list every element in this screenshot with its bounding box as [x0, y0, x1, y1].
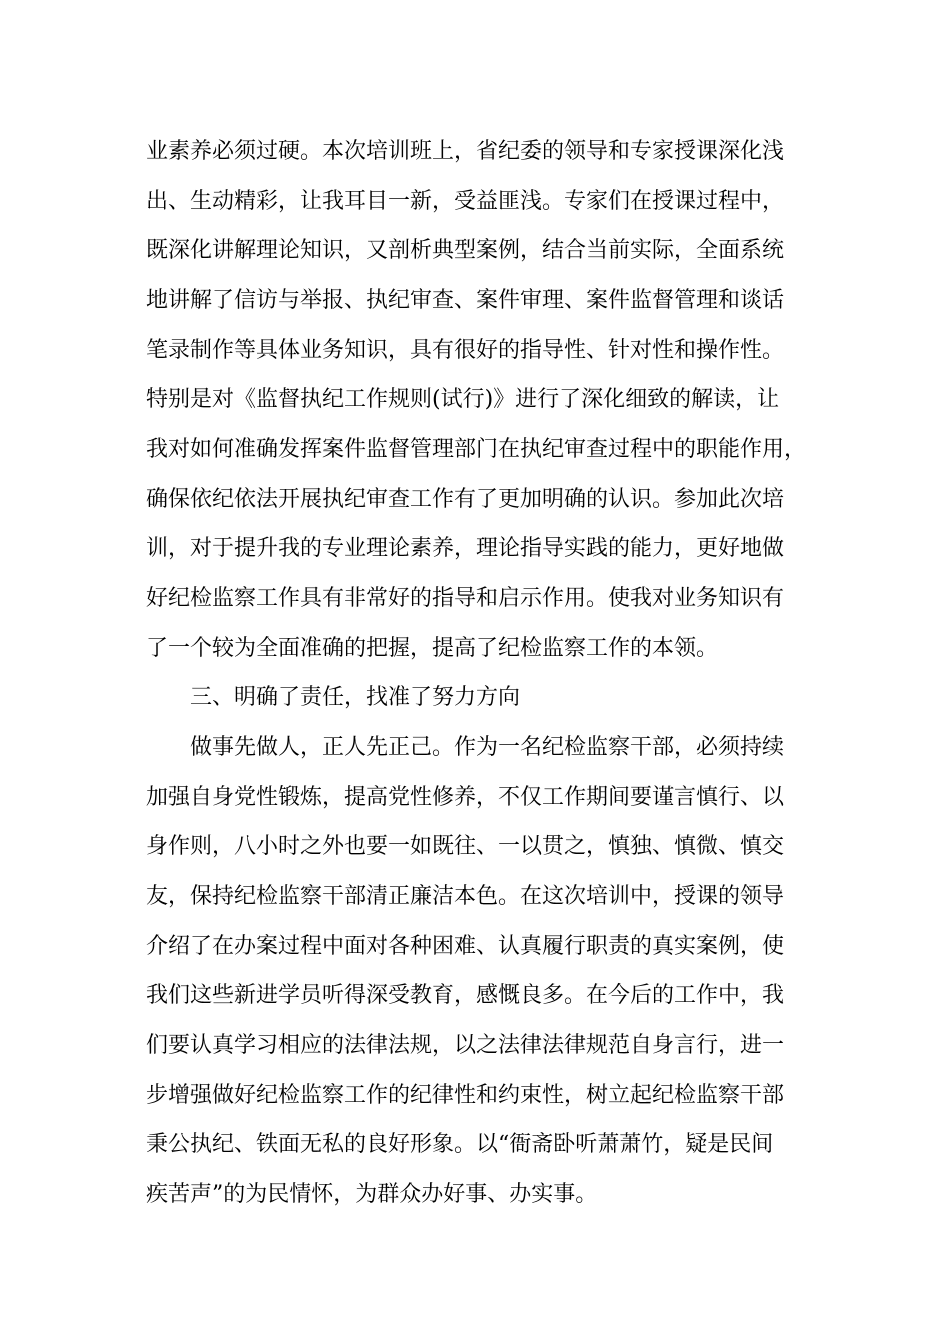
text-line: 既深化讲解理论知识，又剖析典型案例，结合当前实际，全面系统: [146, 238, 785, 263]
text-line: 地讲解了信访与举报、执纪审查、案件审理、案件监督管理和谈话: [146, 288, 785, 313]
text-line: 了一个较为全面准确的把握，提高了纪检监察工作的本领。: [146, 636, 719, 661]
text-line: 们要认真学习相应的法律法规，以之法律法律规范自身言行，进一: [146, 1033, 785, 1058]
text-line: 友，保持纪检监察干部清正廉洁本色。在这次培训中，授课的领导: [146, 884, 785, 909]
text-line: 加强自身党性锻炼，提高党性修养，不仅工作期间要谨言慎行、以: [146, 785, 785, 810]
text-line: 确保依纪依法开展执纪审查工作有了更加明确的认识。参加此次培: [146, 487, 785, 512]
text-line: 步增强做好纪检监察工作的纪律性和约束性，树立起纪检监察干部: [146, 1083, 785, 1108]
text-line: 介绍了在办案过程中面对各种困难、认真履行职责的真实案例，使: [146, 934, 785, 959]
text-line: 笔录制作等具体业务知识，具有很好的指导性、针对性和操作性。: [146, 338, 785, 363]
text-line: 秉公执纪、铁面无私的良好形象。以“衙斋卧听萧萧竹，疑是民间: [146, 1132, 774, 1157]
text-line: 出、生动精彩，让我耳目一新，受益匪浅。专家们在授课过程中，: [146, 189, 785, 214]
text-line: 好纪检监察工作具有非常好的指导和启示作用。使我对业务知识有: [146, 586, 785, 611]
section-heading: 三、明确了责任，找准了努力方向: [190, 685, 521, 710]
text-line: 身作则，八小时之外也要一如既往、一以贯之，慎独、慎微、慎交: [146, 834, 785, 859]
text-line: 做事先做人，正人先正己。作为一名纪检监察干部，必须持续: [190, 735, 785, 760]
text-line: 疾苦声”的为民情怀，为群众办好事、办实事。: [146, 1182, 598, 1207]
text-line: 特别是对《监督执纪工作规则(试行)》进行了深化细致的解读，让: [146, 387, 780, 412]
text-line: 我们这些新进学员听得深受教育，感慨良多。在今后的工作中，我: [146, 983, 785, 1008]
text-line: 业素养必须过硬。本次培训班上，省纪委的领导和专家授课深化浅: [146, 139, 785, 164]
text-line: 训，对于提升我的专业理论素养，理论指导实践的能力，更好地做: [146, 536, 785, 561]
text-line: 我对如何准确发挥案件监督管理部门在执纪审查过程中的职能作用，: [146, 437, 807, 462]
